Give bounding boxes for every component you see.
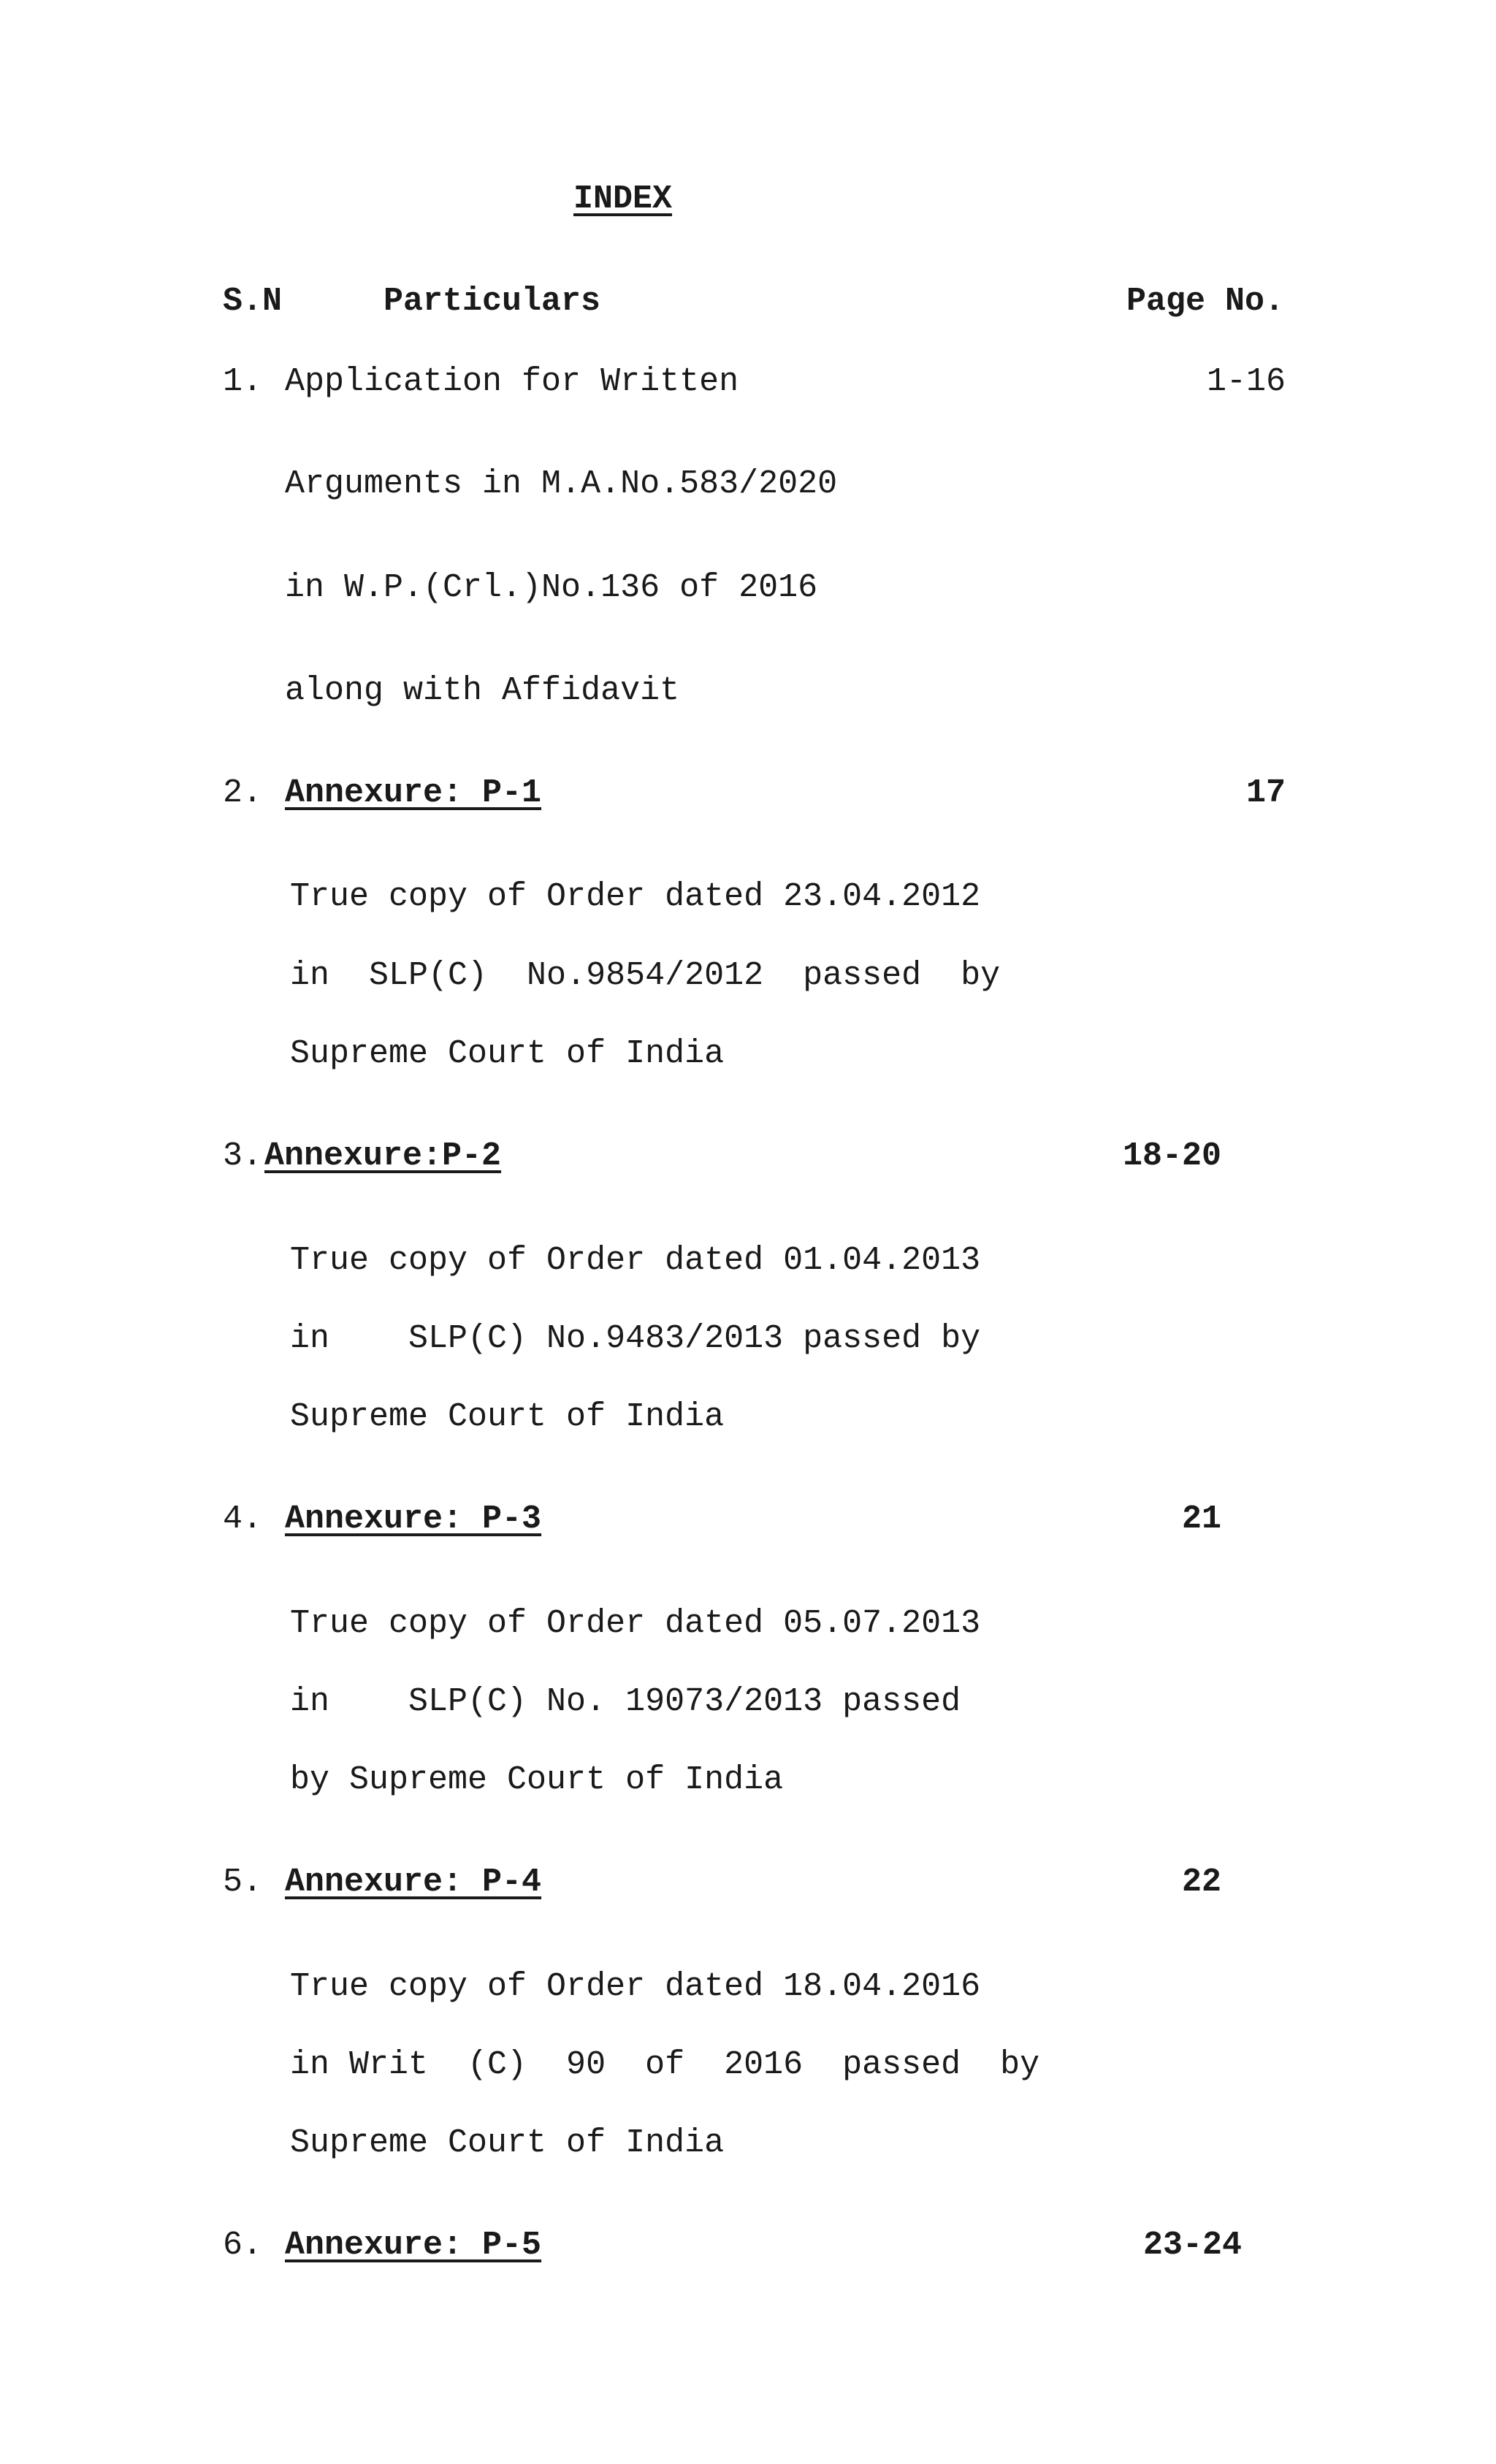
entry-line: Application for Written <box>285 363 739 400</box>
entry-line: in W.P.(Crl.)No.136 of 2016 <box>285 569 818 606</box>
entry-line: in SLP(C) No.9854/2012 passed by <box>290 957 1001 994</box>
entry-pages: 23-24 <box>1142 2227 1242 2264</box>
header-particulars: Particulars <box>383 283 601 320</box>
entry-number: 2. <box>223 774 263 812</box>
entry-pages: 21 <box>1181 1500 1221 1538</box>
entry-line: True copy of Order dated 18.04.2016 <box>290 1968 981 2005</box>
entry-pages: 17 <box>1245 774 1286 812</box>
annexure-heading-p2: Annexure:P-2 <box>264 1137 502 1175</box>
entry-line: Supreme Court of India <box>290 1398 725 1435</box>
entry-pages: 18-20 <box>1122 1137 1221 1175</box>
entry-line: True copy of Order dated 05.07.2013 <box>290 1605 981 1642</box>
entry-number: 6. <box>223 2227 263 2264</box>
entry-line: in SLP(C) No. 19073/2013 passed <box>290 1683 961 1720</box>
entry-line: Arguments in M.A.No.583/2020 <box>285 465 838 503</box>
index-title: INDEX <box>573 180 673 218</box>
entry-number: 3. <box>223 1137 263 1175</box>
entry-line: Supreme Court of India <box>290 2124 725 2162</box>
header-sn: S.N <box>223 283 283 320</box>
entry-pages: 1-16 <box>1206 363 1286 400</box>
annexure-heading-p5: Annexure: P-5 <box>285 2227 542 2264</box>
annexure-heading-p1: Annexure: P-1 <box>285 774 542 812</box>
entry-pages: 22 <box>1181 1864 1221 1901</box>
entry-line: in Writ (C) 90 of 2016 passed by <box>290 2046 1040 2083</box>
entry-line: True copy of Order dated 23.04.2012 <box>290 878 981 915</box>
entry-line: Supreme Court of India <box>290 1035 725 1072</box>
entry-line: in SLP(C) No.9483/2013 passed by <box>290 1320 981 1357</box>
entry-number: 4. <box>223 1500 263 1538</box>
annexure-heading-p4: Annexure: P-4 <box>285 1864 542 1901</box>
entry-line: by Supreme Court of India <box>290 1761 784 1799</box>
header-page-no: Page No. <box>1126 283 1285 320</box>
entry-line: along with Affidavit <box>285 672 680 709</box>
entry-number: 5. <box>223 1864 263 1901</box>
entry-number: 1. <box>223 363 263 400</box>
entry-line: True copy of Order dated 01.04.2013 <box>290 1242 981 1279</box>
annexure-heading-p3: Annexure: P-3 <box>285 1500 542 1538</box>
